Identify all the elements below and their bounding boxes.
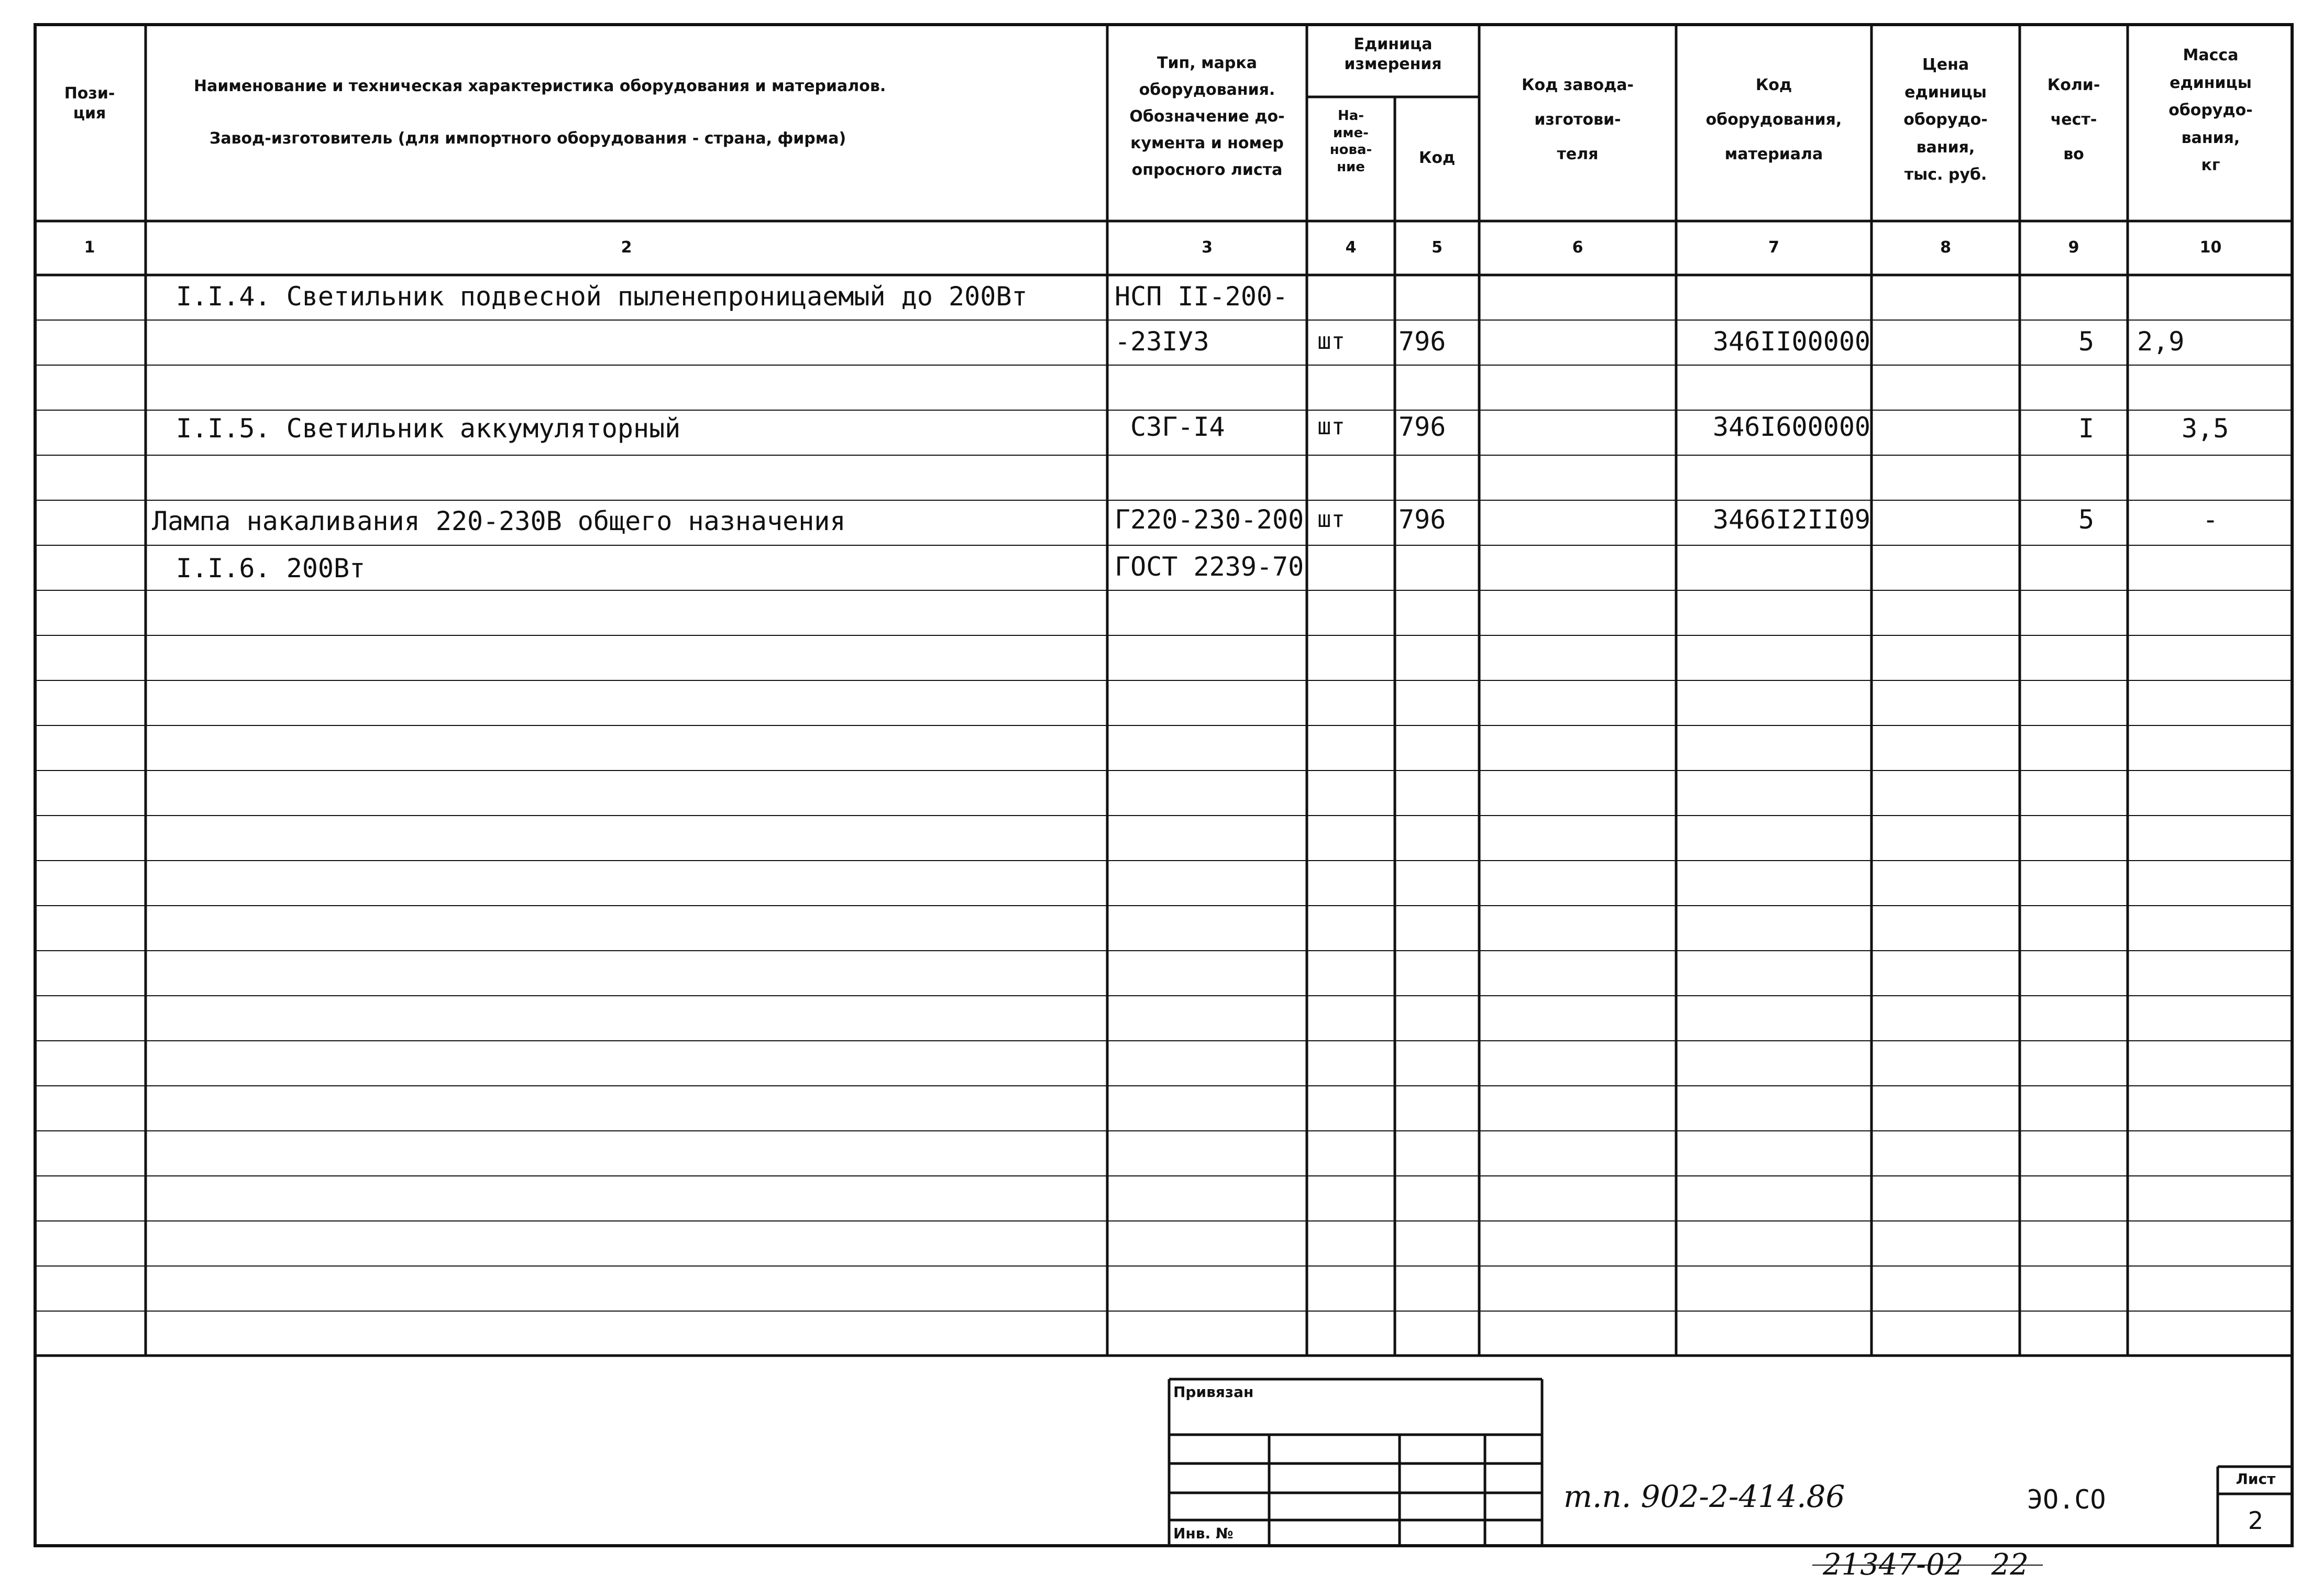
table-row-type: СЗГ-I4 <box>1130 412 1225 442</box>
table-row-name: I.I.5. Светильник аккумуляторный <box>176 413 681 444</box>
table-row-equipment-code: 3466I2II09 <box>1713 504 1871 535</box>
table-row-code: 796 <box>1399 504 1446 535</box>
table-row-type: НСП II-200- <box>1115 281 1289 312</box>
table-row-mass: - <box>2203 504 2219 535</box>
column-number-5: 5 <box>1432 238 1443 257</box>
header-type: Тип, марка оборудования. Обозначение до- кумента и номер опросного листа <box>1129 54 1285 179</box>
header-price: Цена единицы оборудо- вания, тыс. руб. <box>1903 56 1988 184</box>
header-name-line1: Наименование и техническая характеристика оборудования и материалов. <box>194 77 886 95</box>
stamp-sheet-number: 2 <box>2248 1506 2264 1535</box>
header-unit-code: Код <box>1418 149 1456 167</box>
table-row-unit: шт <box>1317 328 1345 355</box>
stamp-document-code: т.п. 902-2-414.86 <box>1564 1479 1845 1514</box>
table-row-unit: шт <box>1317 413 1345 440</box>
header-name-line2: Завод-изготовитель (для импортного оборудования - страна, фирма) <box>210 129 846 148</box>
stamp-section-code: ЭО.СО <box>2027 1484 2106 1515</box>
table-row-code: 796 <box>1399 326 1446 357</box>
table-row-mass: 2,9 <box>2137 326 2185 357</box>
table-row-unit: шт <box>1317 506 1345 533</box>
header-mass: Масса единицы оборудо- вания, кг <box>2168 46 2253 174</box>
table-row-code: 796 <box>1399 412 1446 442</box>
table-row-quantity: I <box>2078 413 2095 444</box>
footer-note: 21347-02 22 <box>1823 1548 2029 1582</box>
table-row-type: -23IУЗ <box>1115 326 1209 357</box>
column-number-3: 3 <box>1202 238 1213 257</box>
column-number-7: 7 <box>1768 238 1779 257</box>
column-number-6: 6 <box>1572 238 1583 257</box>
stamp-inventory-label: Инв. № <box>1173 1525 1234 1542</box>
header-position: Пози- ция <box>64 84 115 123</box>
stamp-sheet-label: Лист <box>2236 1470 2276 1488</box>
column-number-9: 9 <box>2068 238 2079 257</box>
header-unit-group: Единица измерения <box>1344 35 1442 73</box>
header-equipment-code: Код оборудования, материала <box>1705 76 1842 163</box>
column-number-8: 8 <box>1940 238 1951 257</box>
table-row-equipment-code: 346II00000 <box>1713 326 1871 357</box>
stamp-privyazan-label: Привязан <box>1173 1383 1254 1401</box>
column-number-2: 2 <box>621 238 632 257</box>
header-factory-code: Код завода- изготови- теля <box>1522 76 1634 163</box>
column-number-10: 10 <box>2199 238 2222 257</box>
table-row-quantity: 5 <box>2078 504 2095 535</box>
table-row-mass: 3,5 <box>2182 413 2229 444</box>
column-number-1: 1 <box>84 238 95 257</box>
column-number-4: 4 <box>1345 238 1357 257</box>
header-quantity: Коли- чест- во <box>2047 76 2100 163</box>
table-row-type: Г220-230-200 <box>1115 504 1304 535</box>
table-row-name: Лампа накаливания 220-230В общего назначения <box>152 506 846 536</box>
table-row-name: I.I.4. Светильник подвесной пыленепроницаемый до 200Вт <box>176 281 1028 312</box>
table-row-name: I.I.6. 200Вт <box>176 553 366 584</box>
table-row-equipment-code: 346I600000 <box>1713 412 1871 442</box>
table-row-quantity: 5 <box>2078 326 2095 357</box>
header-unit-name: На- име- нова- ние <box>1329 108 1372 175</box>
table-row-type: ГОСТ 2239-70 <box>1115 552 1304 582</box>
